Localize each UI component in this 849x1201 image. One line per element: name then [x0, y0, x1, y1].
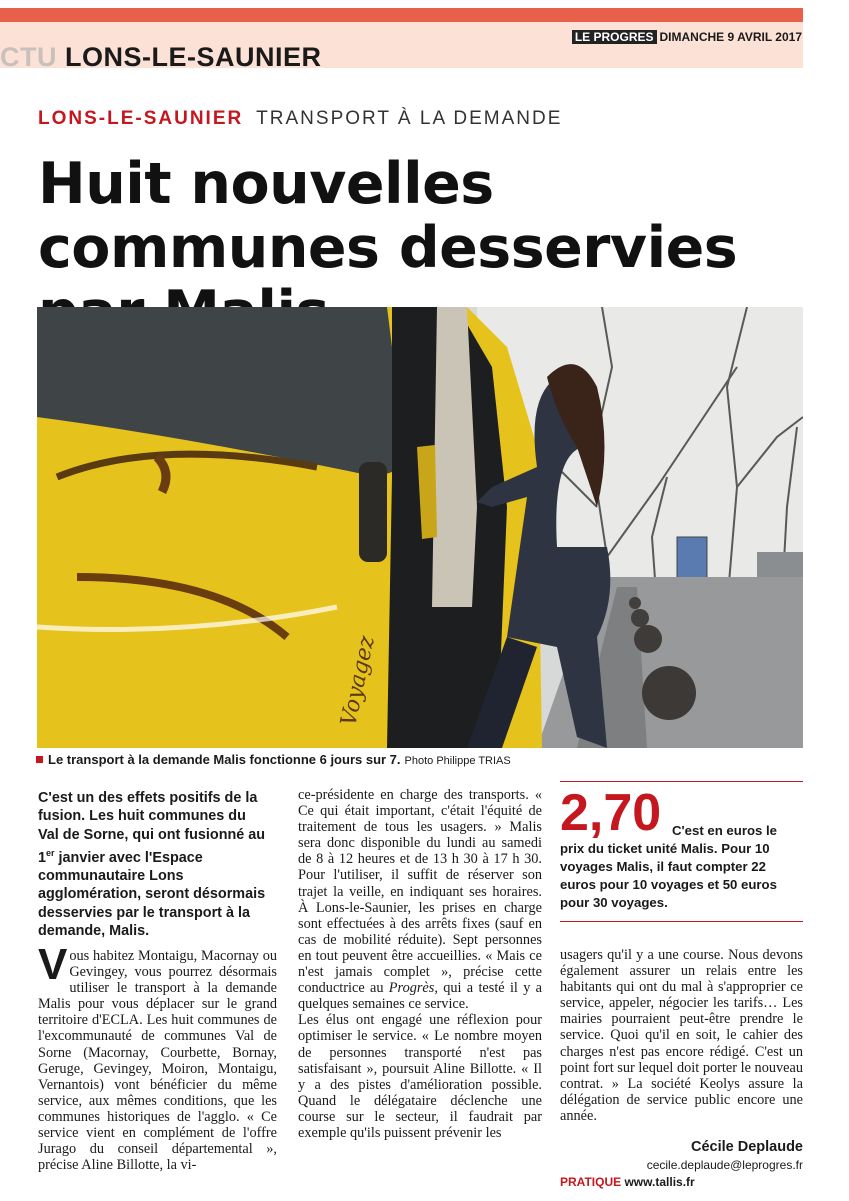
pratique-info	[560, 1175, 695, 1189]
article-photo	[37, 307, 803, 748]
kicker-topic: TRANSPORT À LA DEMANDE	[256, 108, 563, 129]
pratique-label: PRATIQUE	[560, 1175, 622, 1189]
caption-marker	[36, 756, 43, 763]
factbox-rule-top	[560, 781, 803, 782]
author-signature: Cécile Deplaude	[690, 1139, 803, 1155]
headline: Huit nouvelles communes desservies	[38, 151, 738, 281]
body-text-col2b: , qui a testé il y a quelques semaines ce service.	[298, 980, 542, 1013]
section-tag	[0, 42, 322, 73]
kicker	[38, 108, 562, 130]
lead-text-b: janvier avec l'Espace communautaire Lons agglomération, seront désormais desservies par le transport à la demande, Malis.	[38, 849, 266, 939]
factbox-text	[560, 822, 800, 912]
author-email[interactable]: cecile.deplaude@leprogres.fr	[646, 1158, 803, 1172]
body-text-col3: usagers qu'il y a une course. Nous devons également assurer un relais entre les habitants qui ont du mal à s'approprier ce service, appeler, négocier les tarifs… Les mairies pourraient peut-être prendre le service. Quoi qu'il en soit, le cahier des charges n'est pas encore rédigé. C'est un point fort sur lequel doit porter le nouveau contrat. » La société Keolys assure la délégation de service public encore une année.	[560, 947, 803, 1124]
photo-credit: Photo Philippe TRIAS	[404, 755, 511, 767]
photo-caption	[36, 752, 511, 767]
factbox-number: 2,70	[560, 784, 662, 842]
top-color-bar	[0, 8, 803, 22]
kicker-city: LONS-LE-SAUNIER	[38, 108, 244, 129]
section-tag-prefix: CTU	[0, 42, 57, 72]
publication-info	[572, 30, 802, 44]
body-text-col2c: Les élus ont engagé une réflexion pour optimiser le service. « Le nombre moyen de personnes transporté n'est pas satisfaisant », poursuit Aline Billotte. « Il y a des pistes d'amélioration possible. Quand le délégataire déclenche une course sur le secteur, il faudrait par exemple qu'ils puissent prévenir les	[298, 1012, 542, 1141]
body-column-1	[38, 940, 277, 1174]
drop-cap: V	[38, 940, 68, 989]
section-name: LONS-LE-SAUNIER	[65, 42, 322, 72]
van-lettering: Voyagez	[336, 633, 380, 729]
factbox-rule-bottom	[560, 921, 803, 922]
factbox-text-content: C'est en euros le prix du ticket unité Malis. Pour 10 voyages Malis, il faut compter 22 euros pour 10 voyages et 50 euros pour 30 voyages.	[560, 823, 778, 910]
body-text-col2a: ce-présidente en charge des transports. « Ce qui était important, c'était l'équité de traitement de tous les usagers. » Malis sera donc disponible du lundi au samedi de 8 à 12 heures et de 13 h 30 à 17 h 30. Pour l'utiliser, il suffit de réserver son trajet la veille, en indiquant ses horaires. À Lons-le-Saunier, les prises en charge sont effectuées à des arrêts fixes (sauf en cas de mobilité réduite). Sept personnes en tout peuvent être accueillies. « Mais ce n'est jamais complet », précise cette conductrice au	[298, 787, 542, 997]
caption-text: Le transport à la demande Malis fonctionne 6 jours sur 7.	[48, 752, 401, 767]
lead-superscript: er	[46, 847, 55, 858]
publication-date: DIMANCHE 9 AVRIL 2017	[659, 30, 802, 44]
article-lead	[38, 789, 270, 940]
pratique-url[interactable]: www.tallis.fr	[624, 1175, 695, 1189]
photo-illustration	[37, 307, 803, 748]
lead-text-a: C'est un des effets positifs de la fusion. Les huit communes du Val de Sorne, qui ont fusionné au 1	[38, 790, 266, 866]
body-column-3	[560, 947, 803, 1124]
newspaper-mention: Progrès	[388, 980, 435, 997]
newspaper-name: LE PROGRES	[572, 30, 657, 44]
body-text-col1: ous habitez Montaigu, Macornay ou Gevingey, vous pourrez désormais utiliser le transport à la demande Malis pour vous déplacer sur le grand territoire d'ECLA. Les huit communes de l'excommunauté de communes Val de Sorne (Macornay, Courbette, Bornay, Geruge, Gevingey, Moiron, Montaigu, Vernantois) vont bénéficier du même service, aux mêmes conditions, que les communes historiques de l'agglo. « Ce service vient en complément de l'offre Jurago du conseil départemental », précise Aline Billotte, la vi-	[38, 948, 277, 1174]
body-column-2	[298, 787, 542, 1141]
